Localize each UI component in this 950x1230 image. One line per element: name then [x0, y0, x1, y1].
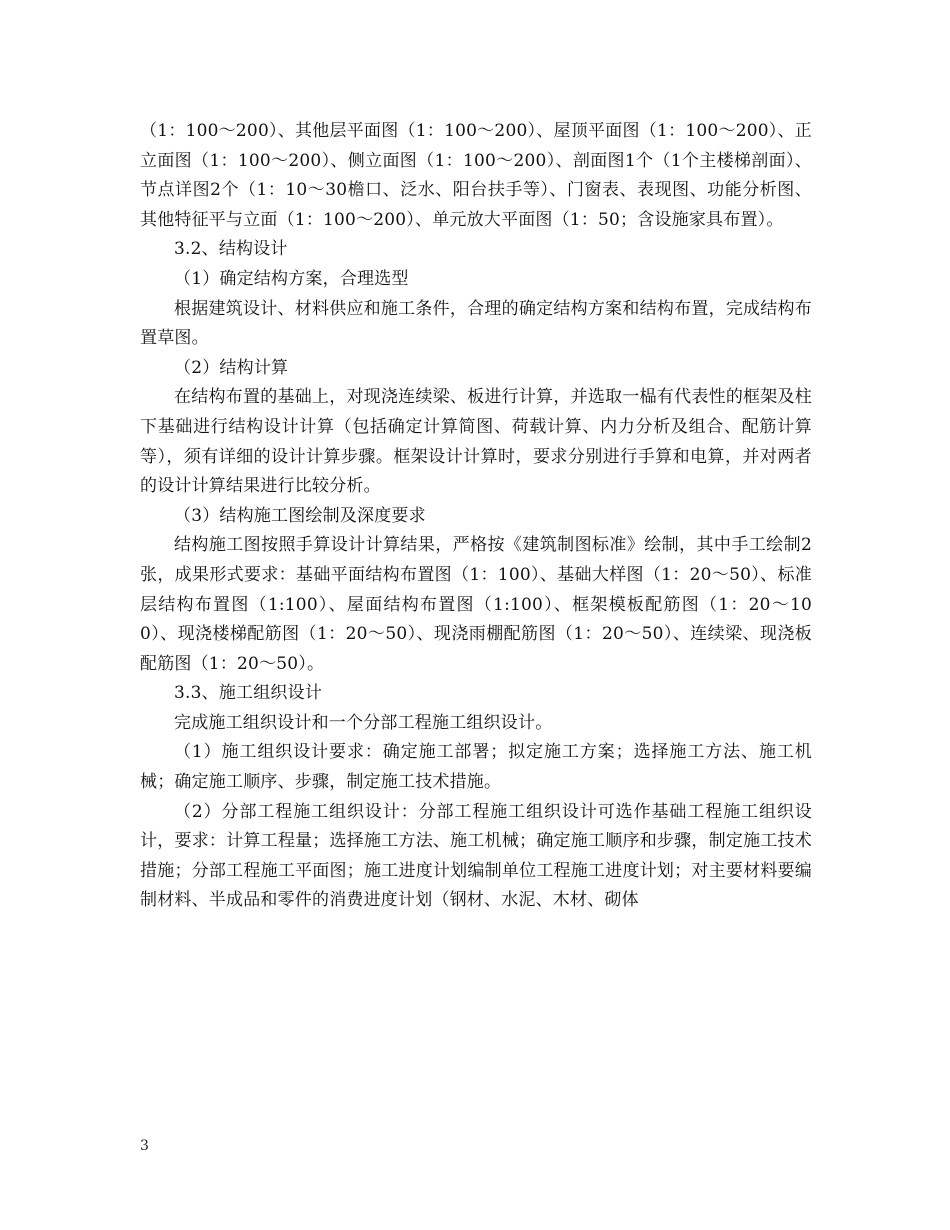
section-heading-structural-design: 3.2、结构设计: [174, 239, 288, 260]
paragraph-subproject-organization: （2）分部工程施工组织设计：分部工程施工组织设计可选作基础工程施工组织设计，要求：计算工程量；选择施工方法、施工机械；确定施工顺序和步骤，制定施工技术措施；分部工程施工平面图；施工进度计划编制单位工程施工进度计划；对主要材料要编制材料、半成品和零件的消费进度计划（钢材、水泥、木材、砌体: [140, 801, 812, 911]
paragraph-organization-requirements: （1）施工组织设计要求：确定施工部署；拟定施工方案；选择施工方法、施工机械；确定施工顺序、步骤，制定施工技术措施。: [140, 742, 812, 793]
paragraph-construction-drawings: 结构施工图按照手算设计计算结果，严格按《建筑制图标准》绘制，其中手工绘制2张，成果形式要求：基础平面结构布置图（1：100）、基础大样图（1：20～50）、标准层结构布置图（1:100）、屋面结构布置图（1:100）、框架模板配筋图（1：20～100）、现浇楼梯配筋图（1：20～50）、现浇雨棚配筋图（1：20～50）、连续梁、现浇板配筋图（1：20～50）。: [140, 535, 812, 674]
subheading-construction-drawings: （3）结构施工图绘制及深度要求: [174, 505, 426, 526]
paragraph-organization-intro: 完成施工组织设计和一个分部工程施工组织设计。: [174, 712, 553, 733]
subheading-structural-scheme: （1）确定结构方案，合理选型: [174, 268, 409, 289]
page-number: 3: [140, 1138, 149, 1154]
subheading-structural-calculation: （2）结构计算: [174, 357, 289, 378]
paragraph-structural-scheme: 根据建筑设计、材料供应和施工条件，合理的确定结构方案和结构布置，完成结构布置草图。: [140, 298, 812, 349]
document-body: [140, 117, 812, 916]
paragraph-drawing-list: （1：100～200）、其他层平面图（1：100～200）、屋顶平面图（1：100～200）、正立面图（1：100～200）、侧立面图（1：100～200）、剖面图1个（1个主楼梯剖面）、节点详图2个（1：10～30檐口、泛水、阳台扶手等）、门窗表、表现图、功能分析图、其他特征平与立面（1：100～200）、单元放大平面图（1：50；含设施家具布置）。: [140, 121, 812, 230]
paragraph-structural-calculation: 在结构布置的基础上，对现浇连续梁、板进行计算，并选取一榀有代表性的框架及柱下基础进行结构设计计算（包括确定计算简图、荷载计算、内力分析及组合、配筋计算等），须有详细的设计计算步骤。框架设计计算时，要求分别进行手算和电算，并对两者的设计计算结果进行比较分析。: [140, 387, 812, 497]
section-heading-construction-organization: 3.3、施工组织设计: [174, 683, 323, 704]
